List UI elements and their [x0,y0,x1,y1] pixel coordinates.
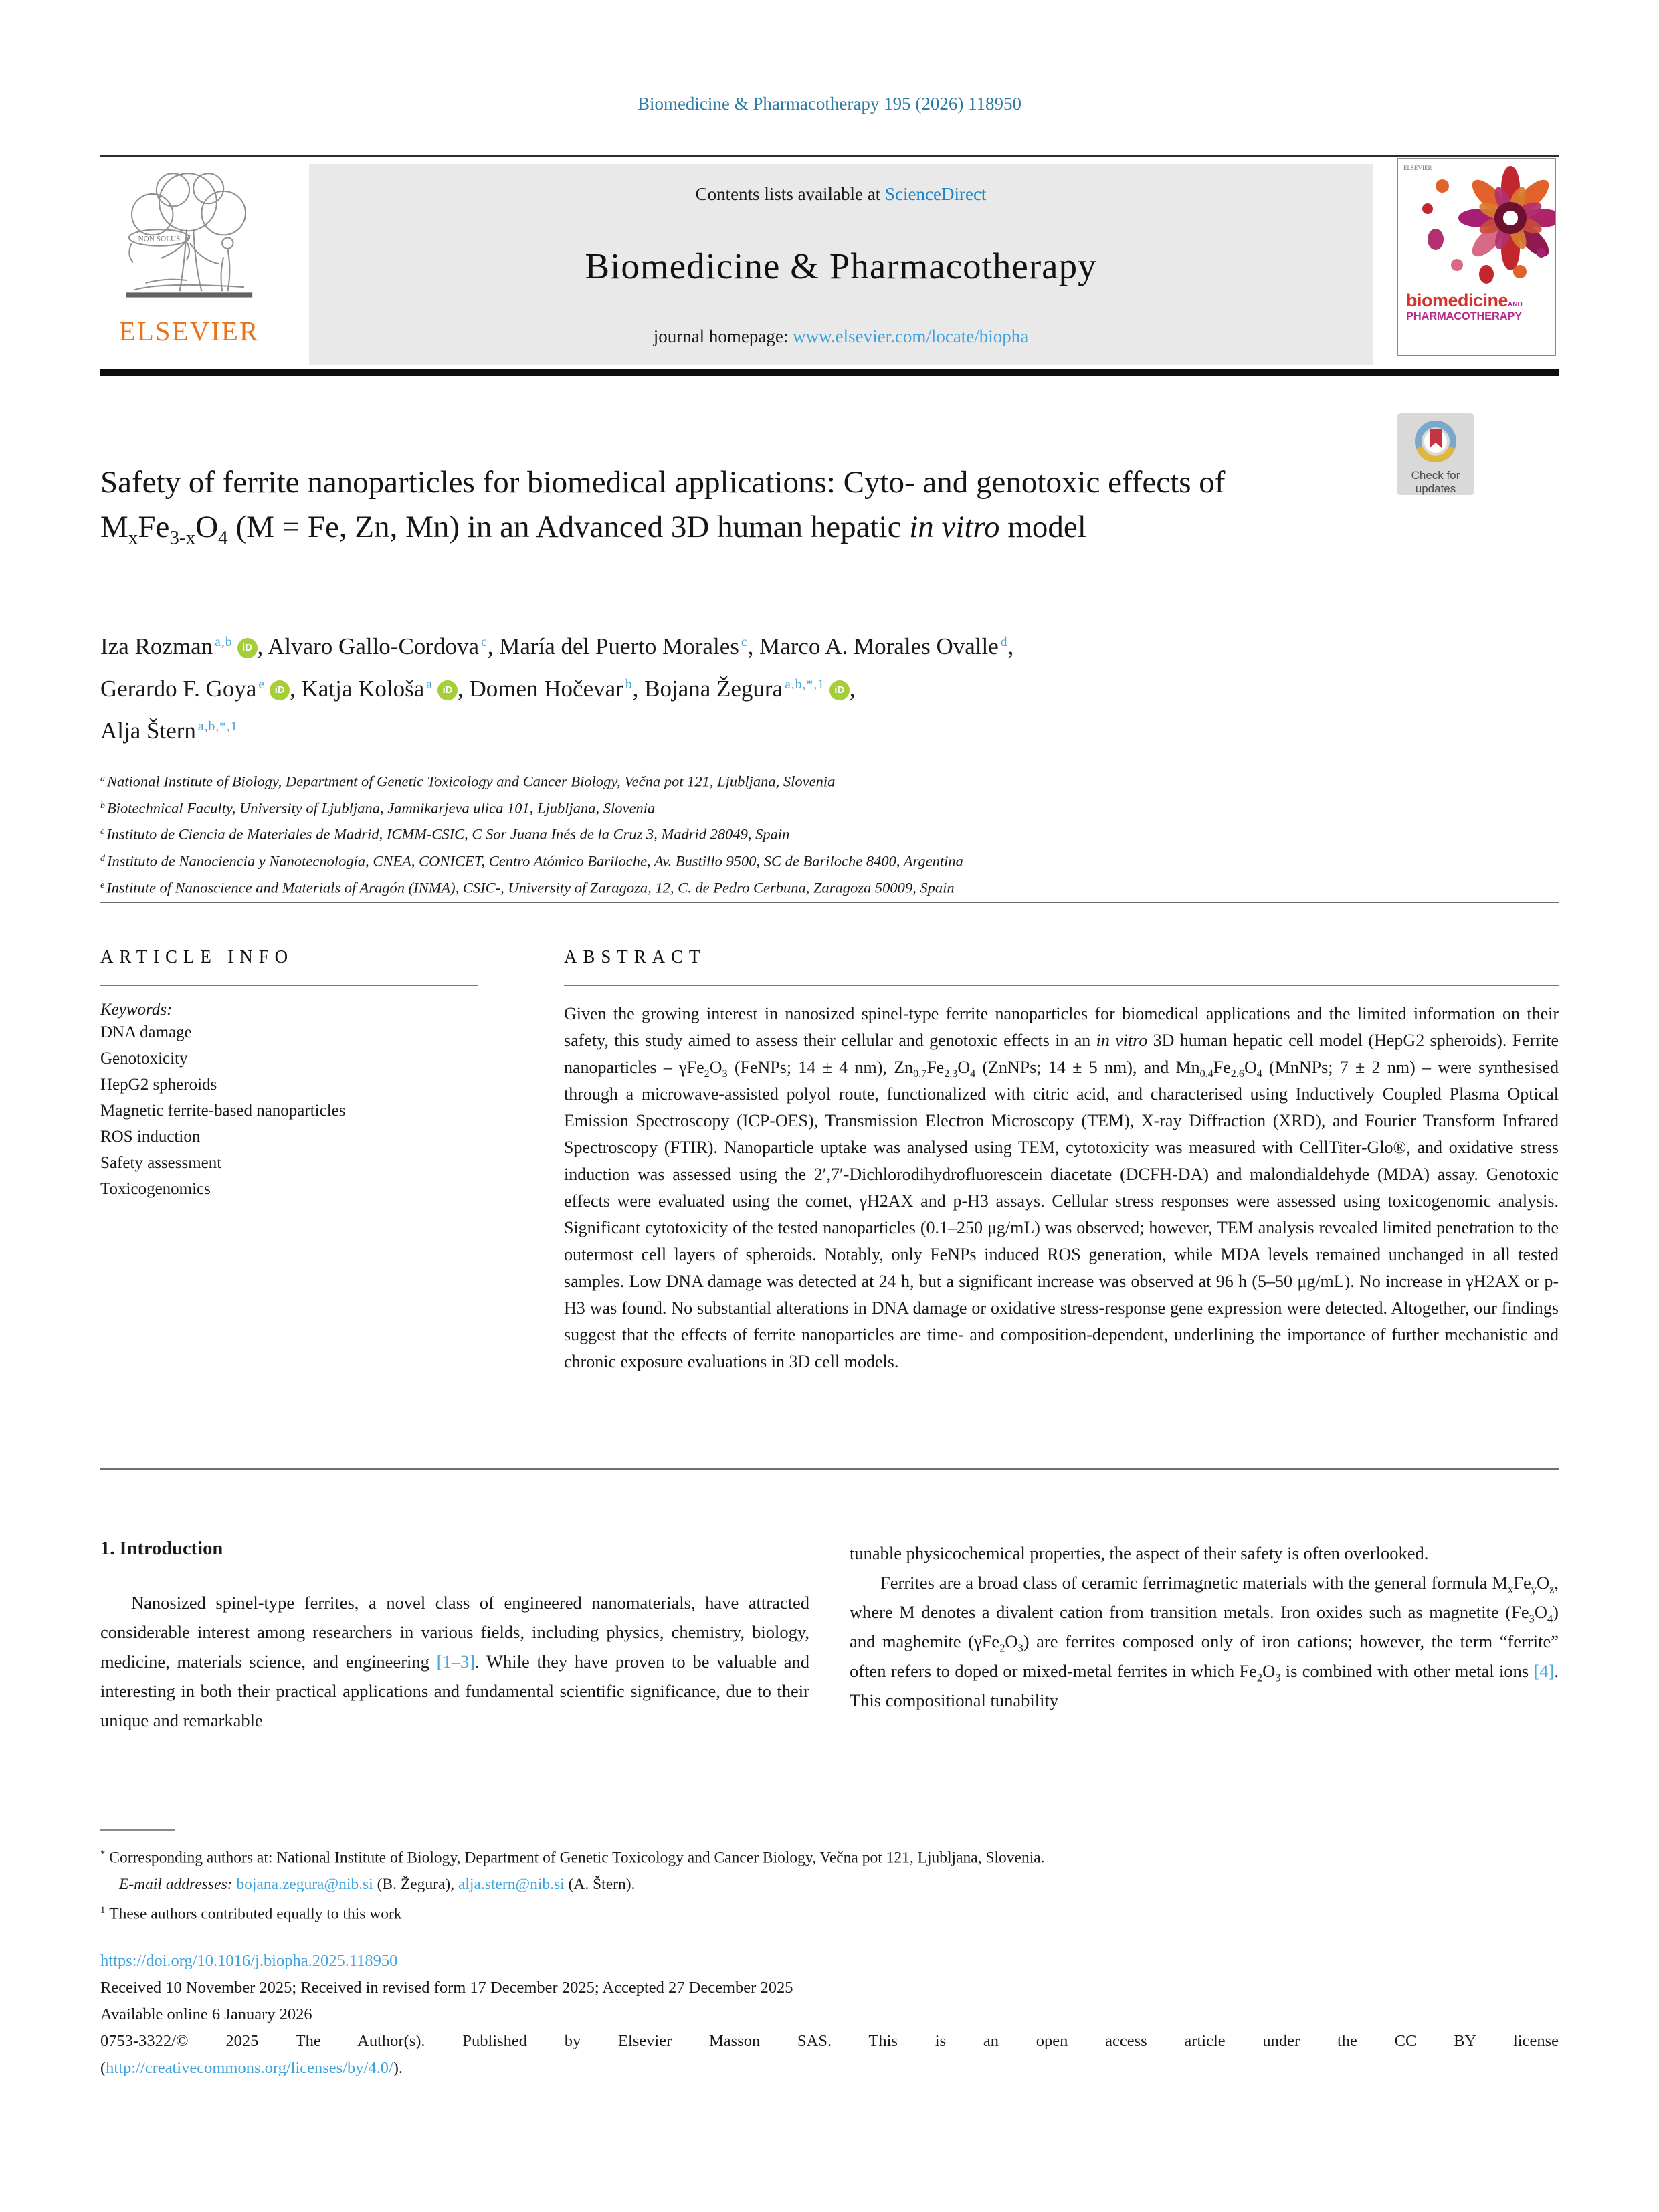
masthead-banner [309,164,1373,365]
author [100,633,268,660]
author-name: Iza Rozman [100,633,213,660]
keyword: Toxicogenomics [100,1180,211,1198]
cc-license-line [100,2055,1559,2082]
abstract-rule [564,985,1559,986]
author [499,633,759,660]
affiliation [100,794,1559,821]
author-name: Marco A. Morales Ovalle [759,633,999,660]
corresponding-author-note [100,1841,1559,1872]
doi-link[interactable]: https://doi.org/10.1016/j.biopha.2025.118950 [100,1952,398,1970]
author-separator: , [849,676,856,702]
equal-contribution-note [100,1898,1559,1928]
intro-right-column [850,1538,1559,1735]
affiliation-superscript: b [100,800,105,811]
reference-link[interactable]: [4] [1533,1661,1555,1681]
equal-contribution-text: These authors contributed equally to this work [109,1905,402,1923]
keyword: ROS induction [100,1128,201,1146]
affiliation [100,820,1559,847]
affiliation-superscript: d [100,853,105,864]
cover-flower-art [1398,159,1555,355]
introduction-section [100,1538,1559,1735]
keywords-list [100,1019,478,1202]
affiliation [100,767,1559,794]
publication-details [100,1948,1559,2082]
affiliation-text: Institute of Nanoscience and Materials of Aragón (INMA), CSIC-, University of Zaragoza, 12, C. de Pedro Cerbuna, Zaragoza 50009, Spain [106,879,955,896]
author-affiliation-superscript: d [1000,635,1008,649]
cc-suffix: ). [393,2059,403,2077]
keywords-label: Keywords: [100,1001,173,1019]
author-separator: , [458,676,470,702]
journal-cover-thumbnail[interactable] [1397,158,1556,356]
author [268,633,499,660]
affiliation-text: Instituto de Nanociencia y Nanotecnología, CNEA, CONICET, Centro Atómico Bariloche, Av. Bustillo 9500, SC de Bariloche 8400, Argentina [106,852,963,870]
author-separator: , [487,633,500,660]
footnotes [100,1829,1559,1927]
check-for-updates-label: Check for updates [1411,469,1460,495]
email-link-zegura[interactable]: bojana.zegura@nib.si [236,1875,373,1893]
author-affiliation-superscript: a,b,*,1 [197,720,238,734]
non-solus-banner: NON SOLUS [138,235,180,243]
author-name: Katja Kološa [301,676,425,702]
homepage-url-link[interactable]: www.elsevier.com/locate/biopha [793,326,1029,346]
orcid-icon[interactable]: iD [270,680,290,700]
elsevier-wordmark: ELSEVIER [118,316,260,346]
affiliation [100,847,1559,874]
article-info-rule [100,985,478,986]
author-affiliation-superscript: a,b [215,635,233,649]
affiliation-list [100,767,1559,900]
email-addresses-line [100,1872,1559,1898]
affiliation [100,874,1559,900]
email-mid-text: (B. Žegura), [373,1875,458,1893]
email-label: E-mail addresses: [119,1875,233,1893]
abstract-column [564,946,1559,1375]
copyright-line: 0753-3322/© 2025 The Author(s). Published by Elsevier Masson SAS. This is an open access article under the CC BY license [100,2032,1559,2050]
cover-biomedicine-text: biomedicine [1406,290,1508,310]
introduction-heading: 1. Introduction [100,1538,223,1559]
author-separator: , [290,676,302,702]
cover-and-text: AND [1508,301,1523,308]
article-title: Safety of ferrite nanoparticles for biomedical applications: Cyto- and genotoxic effects of $M_xFe_{3-x}O_4$ (M = Fe, Zn, Mn) in an Advanced 3D human hepatic in vitro model [100,465,1226,549]
author-affiliation-superscript: c [741,635,748,649]
article-info-column [100,946,478,1375]
footnote-rule [100,1829,175,1831]
reference-link[interactable]: [1–3] [436,1651,476,1672]
header-rule [100,155,1559,157]
author-affiliation-superscript: b [625,678,633,692]
author-name: Domen Hočevar [469,676,623,702]
available-online: Available online 6 January 2026 [100,2005,312,2023]
orcid-icon[interactable]: iD [237,638,258,658]
affiliation-superscript: a [100,774,105,784]
affiliation-text: National Institute of Biology, Department of Genetic Toxicology and Cancer Biology, Večna pot 121, Ljubljana, Slovenia [106,773,836,790]
orcid-icon[interactable]: iD [830,680,850,700]
author-name: María del Puerto Morales [499,633,739,660]
author-name: Alja Štern [100,718,196,744]
sciencedirect-link[interactable]: ScienceDirect [885,184,987,204]
author [100,676,302,702]
keyword: Genotoxicity [100,1049,188,1068]
orcid-icon[interactable]: iD [437,680,458,700]
author-separator: , [747,633,760,660]
homepage-label: journal homepage: [653,326,789,346]
author [759,633,1013,660]
journal-citation-link[interactable]: Biomedicine & Pharmacotherapy 195 (2026) 118950 [637,94,1022,114]
elsevier-tree-icon [106,167,273,310]
received-dates: Received 10 November 2025; Received in revised form 17 December 2025; Accepted 27 December 2025 [100,1979,793,1997]
homepage-line [654,326,1029,347]
check-for-updates-icon [1397,413,1474,470]
affiliation-superscript: e [100,880,105,890]
author-affiliation-superscript: a,b,*,1 [785,678,825,692]
masthead-divider-bar [100,369,1559,376]
author-affiliation-superscript: a [426,678,433,692]
footnote-1-marker: 1 [100,1904,106,1916]
email-end-text: (A. Štern). [564,1875,636,1893]
author-separator: , [257,633,268,660]
intro-paragraph-1: Nanosized spinel-type ferrites, a novel class of engineered nanomaterials, have attracted considerable interest among researchers in various fields, including physics, chemistry, biology, medicine, materials science, and engineering [1–3]. While they have proven to be valuable and interesting in both their practical applications and fundamental scientific significance, due to their unique and remarkable [100,1593,810,1730]
intro-paragraph-1-continued: tunable physicochemical properties, the aspect of their safety is often overlooked. [850,1543,1429,1563]
keyword: Magnetic ferrite-based nanoparticles [100,1102,346,1120]
abstract-text: Given the growing interest in nanosized spinel-type ferrite nanoparticles for biomedical applications and the limited information on their safety, this study aimed to assess their cellular and genotoxic effects in an in vitro 3D human hepatic cell model (HepG2 spheroids). Ferrite nanoparticles – $\gamma Fe_2O_3$ (FeNPs; 14 ± 4 nm), $Zn_{0.7}Fe_{2.3}O_4$ (ZnNPs; 14 ± 5 nm), and $Mn_{0.4}Fe_{2.6}O_4$ (MnNPs; 7 ± 2 nm) – were synthesised through a microwave-assisted polyol route, functionalized with citric acid, and characterised using Inductively Coupled Plasma Optical Emission Spectroscopy (ICP-OES), Transmission Electron Microscopy (TEM), X-ray Diffraction (XRD), and Fourier Transform Infrared Spectroscopy (FTIR). Nanoparticle uptake was analysed using TEM, cytotoxicity was measured with CellTiter-Glo®, and oxidative stress induction was assessed using the 2′,7′-Dichlorodihydrofluorescein diacetate (DCFH-DA) and malondialdehyde (MDA) assay. Genotoxic effects were evaluated using the comet, γH2AX and p-H3 assays. Cellular stress responses were assessed using toxicogenomic analysis. Significant cytotoxicity of the tested nanoparticles (0.1–250 μg/mL) was observed; however, TEM analysis revealed limited penetration to the outermost cell layers of spheroids. Notably, only FeNPs induced ROS generation, while MDA levels remained unchanged in all tested samples. Low DNA damage was detected at 24 h, but a significant increase was observed at 96 h (5–50 μg/mL). No increase in γH2AX or p-H3 was found. No substantial alterations in DNA damage or oxidative stress-response gene expression were detected. Altogether, our findings suggest that the effects of ferrite nanoparticles are time- and composition-dependent, underlining the importance of further mechanistic and chronic exposure evaluations in 3D cell models. [564,1004,1559,1371]
author-name: Gerardo F. Goya [100,676,257,702]
contents-line [696,184,987,205]
author [644,676,856,702]
keyword: DNA damage [100,1023,192,1041]
affiliation-text: Instituto de Ciencia de Materiales de Madrid, ICMM-CSIC, C Sor Juana Inés de la Cruz 3, Madrid 28049, Spain [106,826,790,843]
author-list [100,623,1371,750]
corresponding-author-text: Corresponding authors at: National Institute of Biology, Department of Genetic Toxicology and Cancer Biology, Večna pot 121, Ljubljana, Slovenia. [109,1849,1045,1867]
affiliation-superscript: c [100,827,105,837]
abstract-heading: ABSTRACT [564,946,706,967]
check-for-updates-badge[interactable] [1397,413,1474,495]
article-info-heading: ARTICLE INFO [100,946,294,967]
keyword: Safety assessment [100,1154,222,1172]
cc-license-link[interactable]: http://creativecommons.org/licenses/by/4.0/ [106,2059,393,2077]
author-affiliation-superscript: e [258,678,266,692]
author [302,676,470,702]
author [100,718,238,744]
section-rule-top [100,902,1559,903]
masthead [100,164,1559,365]
author [470,676,645,702]
elsevier-logo[interactable] [100,167,278,347]
journal-title: Biomedicine & Pharmacotherapy [585,245,1097,286]
email-link-stern[interactable]: alja.stern@nib.si [458,1875,565,1893]
author-separator: , [632,676,645,702]
intro-paragraph-2: Ferrites are a broad class of ceramic ferrimagnetic materials with the general formula $M_xFe_yO_z$, where M denotes a divalent cation from transition metals. Iron oxides such as magnetite $(Fe_3O_4)$ and maghemite $(\gamma Fe_2O_3)$ are ferrites composed only of iron cations; however, the term “ferrite” often refers to doped or mixed-metal ferrites in which $Fe_2O_3$ is combined with other metal ions [4]. This compositional tunability [850,1573,1559,1710]
affiliation-text: Biotechnical Faculty, University of Ljubljana, Jamnikarjeva ulica 101, Ljubljana, Slovenia [106,799,656,817]
asterisk-marker: * [100,1849,106,1859]
info-abstract-section [100,946,1559,1375]
keyword: HepG2 spheroids [100,1076,217,1094]
contents-text: Contents lists available at [695,184,881,204]
author-name: Alvaro Gallo-Cordova [268,633,479,660]
cover-title-line2: PHARMACOTHERAPY [1406,310,1523,322]
cc-prefix: ( [100,2059,106,2077]
author-affiliation-superscript: c [481,635,488,649]
author-name: Bojana Žegura [644,676,783,702]
section-rule-bottom [100,1468,1559,1470]
cover-elsevier-mark: ELSEVIER [1403,165,1432,171]
author-separator: , [1007,633,1014,660]
intro-left-column [100,1538,809,1735]
